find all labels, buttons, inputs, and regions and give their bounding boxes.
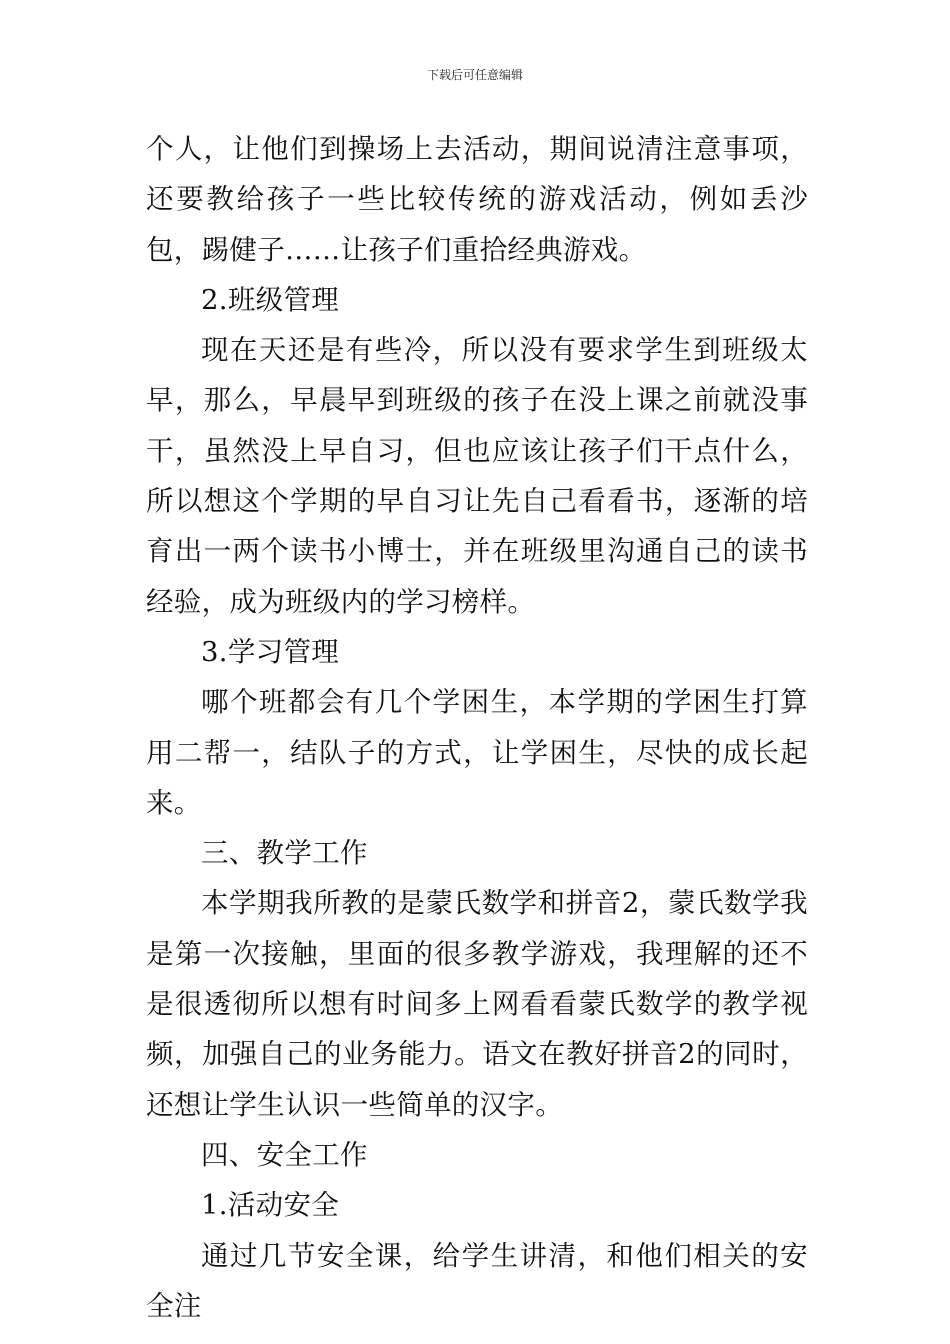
section-heading: 2.班级管理 bbox=[201, 283, 340, 316]
section-heading: 3.学习管理 bbox=[201, 635, 340, 668]
section-heading: 四、安全工作 bbox=[201, 1138, 368, 1171]
paragraph: 个人，让他们到操场上去活动，期间说清注意事项，还要教给孩子一些比较传统的游戏活动，例如丢沙包，踢健子……让孩子们重拾经典游戏。 bbox=[146, 133, 808, 266]
document-body bbox=[146, 124, 808, 1331]
section-heading: 1.活动安全 bbox=[201, 1189, 340, 1222]
paragraph: 通过几节安全课，给学生讲清，和他们相关的安全注 bbox=[146, 1239, 808, 1322]
paragraph: 本学期我所教的是蒙氏数学和拼音2，蒙氏数学我是第一次接触，里面的很多教学游戏，我理解的还不是很透彻所以想有时间多上网看看蒙氏数学的教学视频，加强自己的业务能力。语文在教好拼音2的同时，还想让学生认识一些简单的汉字。 bbox=[146, 887, 808, 1121]
page-header: 下载后可任意编辑 bbox=[426, 68, 523, 82]
section-heading: 三、教学工作 bbox=[201, 837, 368, 870]
paragraph: 哪个班都会有几个学困生，本学期的学困生打算用二帮一，结队子的方式，让学困生，尽快的成长起来。 bbox=[146, 686, 808, 819]
paragraph: 现在天还是有些冷，所以没有要求学生到班级太早，那么，早晨早到班级的孩子在没上课之前就没事干，虽然没上早自习，但也应该让孩子们干点什么，所以想这个学期的早自习让先自己看看书，逐渐的培育出一两个读书小博士，并在班级里沟通自己的读书经验，成为班级内的学习榜样。 bbox=[146, 334, 808, 618]
